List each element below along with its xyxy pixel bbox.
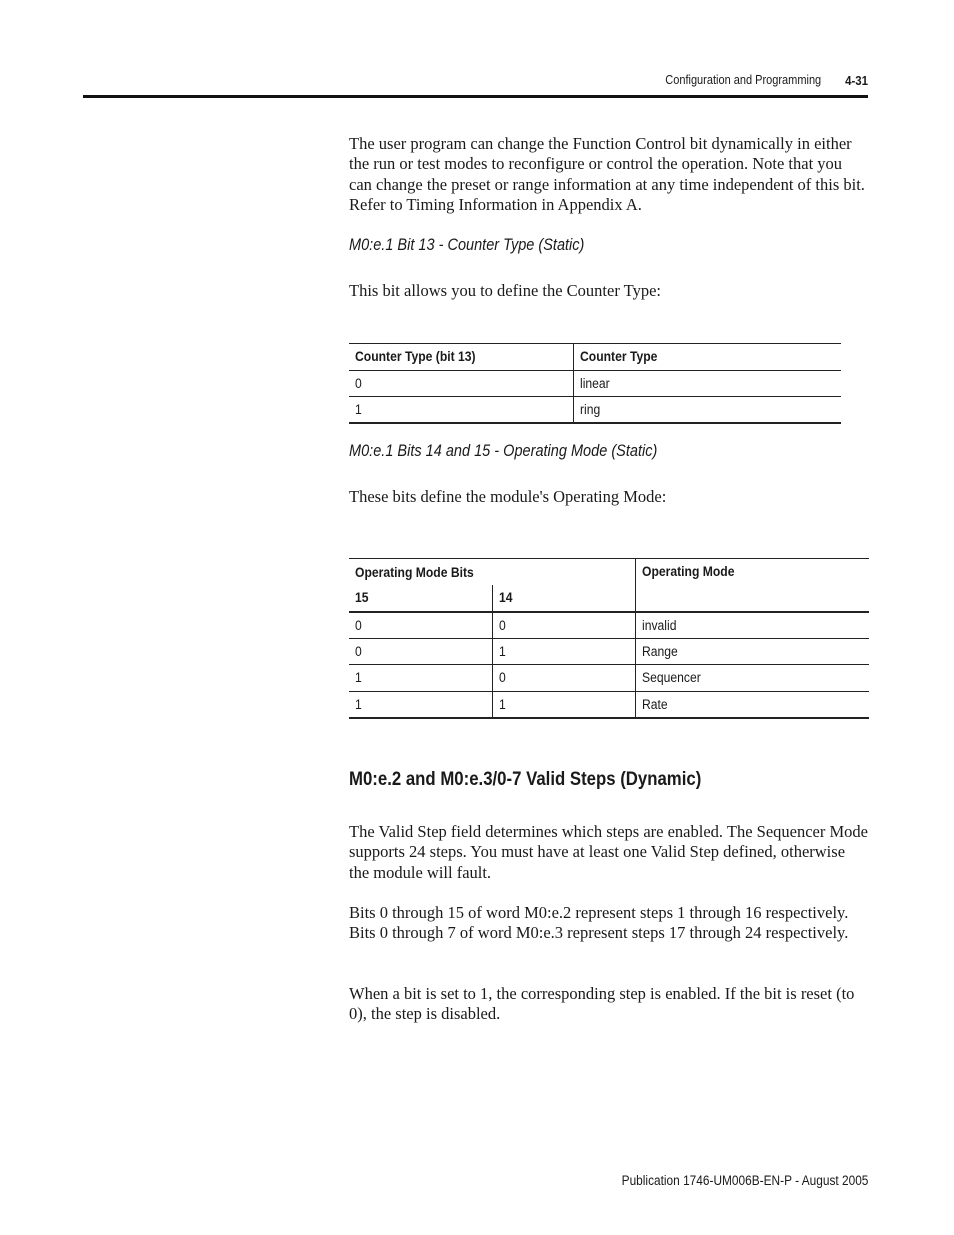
table-header-cell: 14	[493, 585, 636, 612]
table-cell: 1	[349, 397, 574, 424]
operating-mode-intro: These bits define the module's Operating Mode:	[349, 487, 667, 506]
table-cell: 1	[349, 665, 493, 692]
valid-steps-heading: M0:e.2 and M0:e.3/0-7 Valid Steps (Dynamic)	[349, 768, 702, 790]
operating-mode-heading: M0:e.1 Bits 14 and 15 - Operating Mode (Static)	[349, 442, 658, 460]
counter-type-table	[349, 343, 841, 424]
table-header-cell: Counter Type	[574, 344, 842, 371]
table-row	[349, 665, 869, 692]
intro-paragraph: The user program can change the Function Control bit dynamically in either the run or test modes to reconfigure or control the operation. Note that you can change the preset or range information at any time independent of this bit. Refer to Timing Information in Appendix A.	[349, 134, 865, 214]
table-cell: ring	[574, 397, 842, 424]
table-cell: Rate	[636, 691, 870, 718]
table-cell: Range	[636, 638, 870, 665]
table-cell: 1	[493, 638, 636, 665]
table-header-cell: Operating Mode Bits	[349, 559, 636, 586]
table-header-cell: 15	[349, 585, 493, 612]
table-cell: invalid	[636, 612, 870, 639]
valid-step-enable-paragraph: When a bit is set to 1, the corresponding step is enabled. If the bit is reset (to 0), the step is disabled.	[349, 984, 855, 1024]
table-cell: linear	[574, 370, 842, 397]
table-cell: 0	[349, 638, 493, 665]
valid-step-paragraph: The Valid Step field determines which steps are enabled. The Sequencer Mode supports 24 steps. You must have at least one Valid Step defined, otherwise the module will fault.	[349, 822, 868, 882]
table-cell: 1	[493, 691, 636, 718]
counter-type-heading: M0:e.1 Bit 13 - Counter Type (Static)	[349, 236, 585, 254]
table-cell: 1	[349, 691, 493, 718]
table-cell: 0	[349, 370, 574, 397]
table-cell: 0	[493, 612, 636, 639]
table-header-cell: Operating Mode	[636, 559, 870, 612]
table-cell: 0	[493, 665, 636, 692]
operating-mode-table	[349, 558, 869, 719]
table-cell: Sequencer	[636, 665, 870, 692]
table-row	[349, 638, 869, 665]
publication-footer: Publication 1746-UM006B-EN-P - August 2005	[621, 1173, 868, 1188]
table-header-row	[349, 559, 869, 586]
table-row	[349, 691, 869, 718]
table-header-cell: Counter Type (bit 13)	[349, 344, 574, 371]
valid-step-bits-paragraph: Bits 0 through 15 of word M0:e.2 represent steps 1 through 16 respectively. Bits 0 through 7 of word M0:e.3 represent steps 17 through 24 respectively.	[349, 903, 849, 943]
counter-type-intro: This bit allows you to define the Counter Type:	[349, 281, 661, 300]
header-rule	[83, 95, 868, 98]
table-row	[349, 370, 841, 397]
running-header-title: Configuration and Programming	[665, 73, 821, 87]
table-row	[349, 397, 841, 424]
table-header-row	[349, 344, 841, 371]
table-cell: 0	[349, 612, 493, 639]
page-number: 4-31	[845, 73, 868, 88]
table-row	[349, 612, 869, 639]
